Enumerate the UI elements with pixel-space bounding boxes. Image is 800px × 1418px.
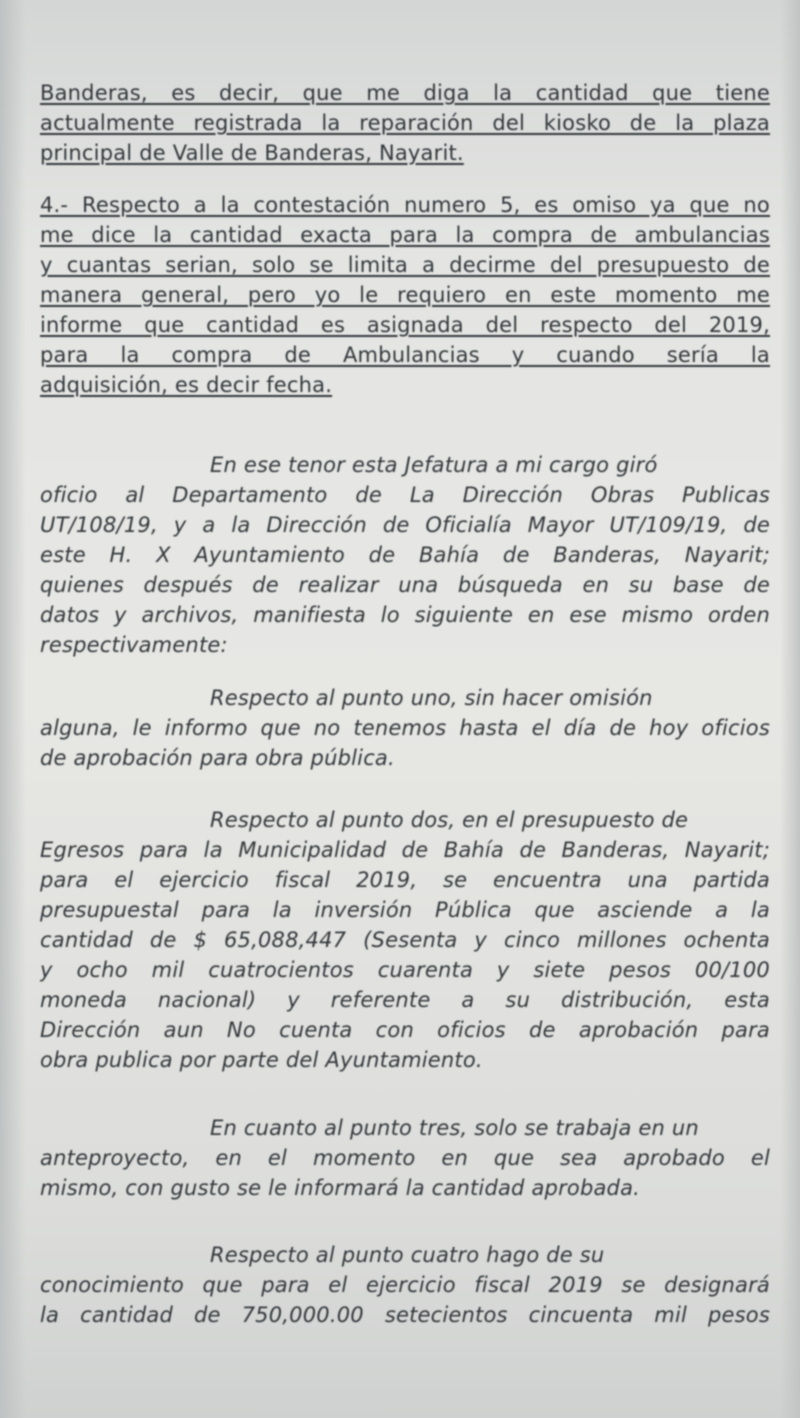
text-line-indented: En ese tenor esta Jefatura a mi cargo giró: [210, 453, 658, 477]
text-line: presupuestal para la inversión Pública que asciende a la: [40, 898, 770, 922]
text-line: alguna, le informo que no tenemos hasta el día de hoy oficios: [40, 716, 770, 740]
text-line: cantidad de $ 65,088,447 (Sesenta y cinco millones ochenta: [40, 928, 770, 952]
page-shadow-right: [780, 0, 800, 1418]
text-line: me dice la cantidad exacta para la compra de ambulancias: [40, 223, 770, 247]
text-line: y ocho mil cuatrocientos cuarenta y siete pesos 00/100: [40, 958, 770, 982]
text-line: principal de Valle de Banderas, Nayarit.: [40, 141, 464, 165]
text-line: respectivamente:: [40, 633, 228, 657]
text-line: obra publica por parte del Ayuntamiento.: [40, 1048, 483, 1072]
underlined-paragraph-2: [40, 190, 770, 400]
point-two-paragraph: [40, 805, 770, 1075]
text-line: quienes después de realizar una búsqueda en su base de: [40, 573, 770, 597]
page-shadow-left: [0, 0, 26, 1418]
text-line: informe que cantidad es asignada del respecto del 2019,: [40, 313, 770, 337]
text-line: conocimiento que para el ejercicio fiscal 2019 se designará: [40, 1273, 770, 1297]
text-line: 4.- Respecto a la contestación numero 5, es omiso ya que no: [40, 193, 770, 217]
text-line: Banderas, es decir, que me diga la cantidad que tiene: [40, 81, 770, 105]
point-four-paragraph: [40, 1240, 770, 1330]
text-line-indented: Respecto al punto uno, sin hacer omisión: [210, 686, 653, 710]
text-line: mismo, con gusto se le informará la cantidad aprobada.: [40, 1176, 641, 1200]
text-line-indented: En cuanto al punto tres, solo se trabaja en un: [210, 1116, 699, 1140]
text-line: este H. X Ayuntamiento de Bahía de Banderas, Nayarit;: [40, 543, 770, 567]
text-line-indented: Respecto al punto cuatro hago de su: [210, 1243, 605, 1267]
text-line: para el ejercicio fiscal 2019, se encuentra una partida: [40, 868, 770, 892]
text-line: y cuantas serian, solo se limita a decirme del presupuesto de: [40, 253, 770, 277]
text-line: anteproyecto, en el momento en que sea aprobado el: [40, 1146, 770, 1170]
text-line: de aprobación para obra pública.: [40, 746, 395, 770]
text-line: oficio al Departamento de La Dirección Obras Publicas: [40, 483, 770, 507]
text-line-indented: Respecto al punto dos, en el presupuesto de: [210, 808, 689, 832]
text-line: datos y archivos, manifiesta lo siguiente en ese mismo orden: [40, 603, 770, 627]
point-one-paragraph: [40, 683, 770, 773]
text-line: la cantidad de 750,000.00 setecientos cincuenta mil pesos: [40, 1303, 770, 1327]
text-line: moneda nacional) y referente a su distribución, esta: [40, 988, 770, 1012]
underlined-paragraph-1: [40, 78, 770, 168]
point-three-paragraph: [40, 1113, 770, 1203]
text-line: actualmente registrada la reparación del kiosko de la plaza: [40, 111, 770, 135]
text-line: manera general, pero yo le requiero en este momento me: [40, 283, 770, 307]
text-line: adquisición, es decir fecha.: [40, 373, 333, 397]
text-line: UT/108/19, y a la Dirección de Oficialía Mayor UT/109/19, de: [40, 513, 770, 537]
intro-paragraph: [40, 450, 770, 660]
text-line: Egresos para la Municipalidad de Bahía de Banderas, Nayarit;: [40, 838, 770, 862]
text-line: Dirección aun No cuenta con oficios de aprobación para: [40, 1018, 770, 1042]
text-line: para la compra de Ambulancias y cuando sería la: [40, 343, 770, 367]
